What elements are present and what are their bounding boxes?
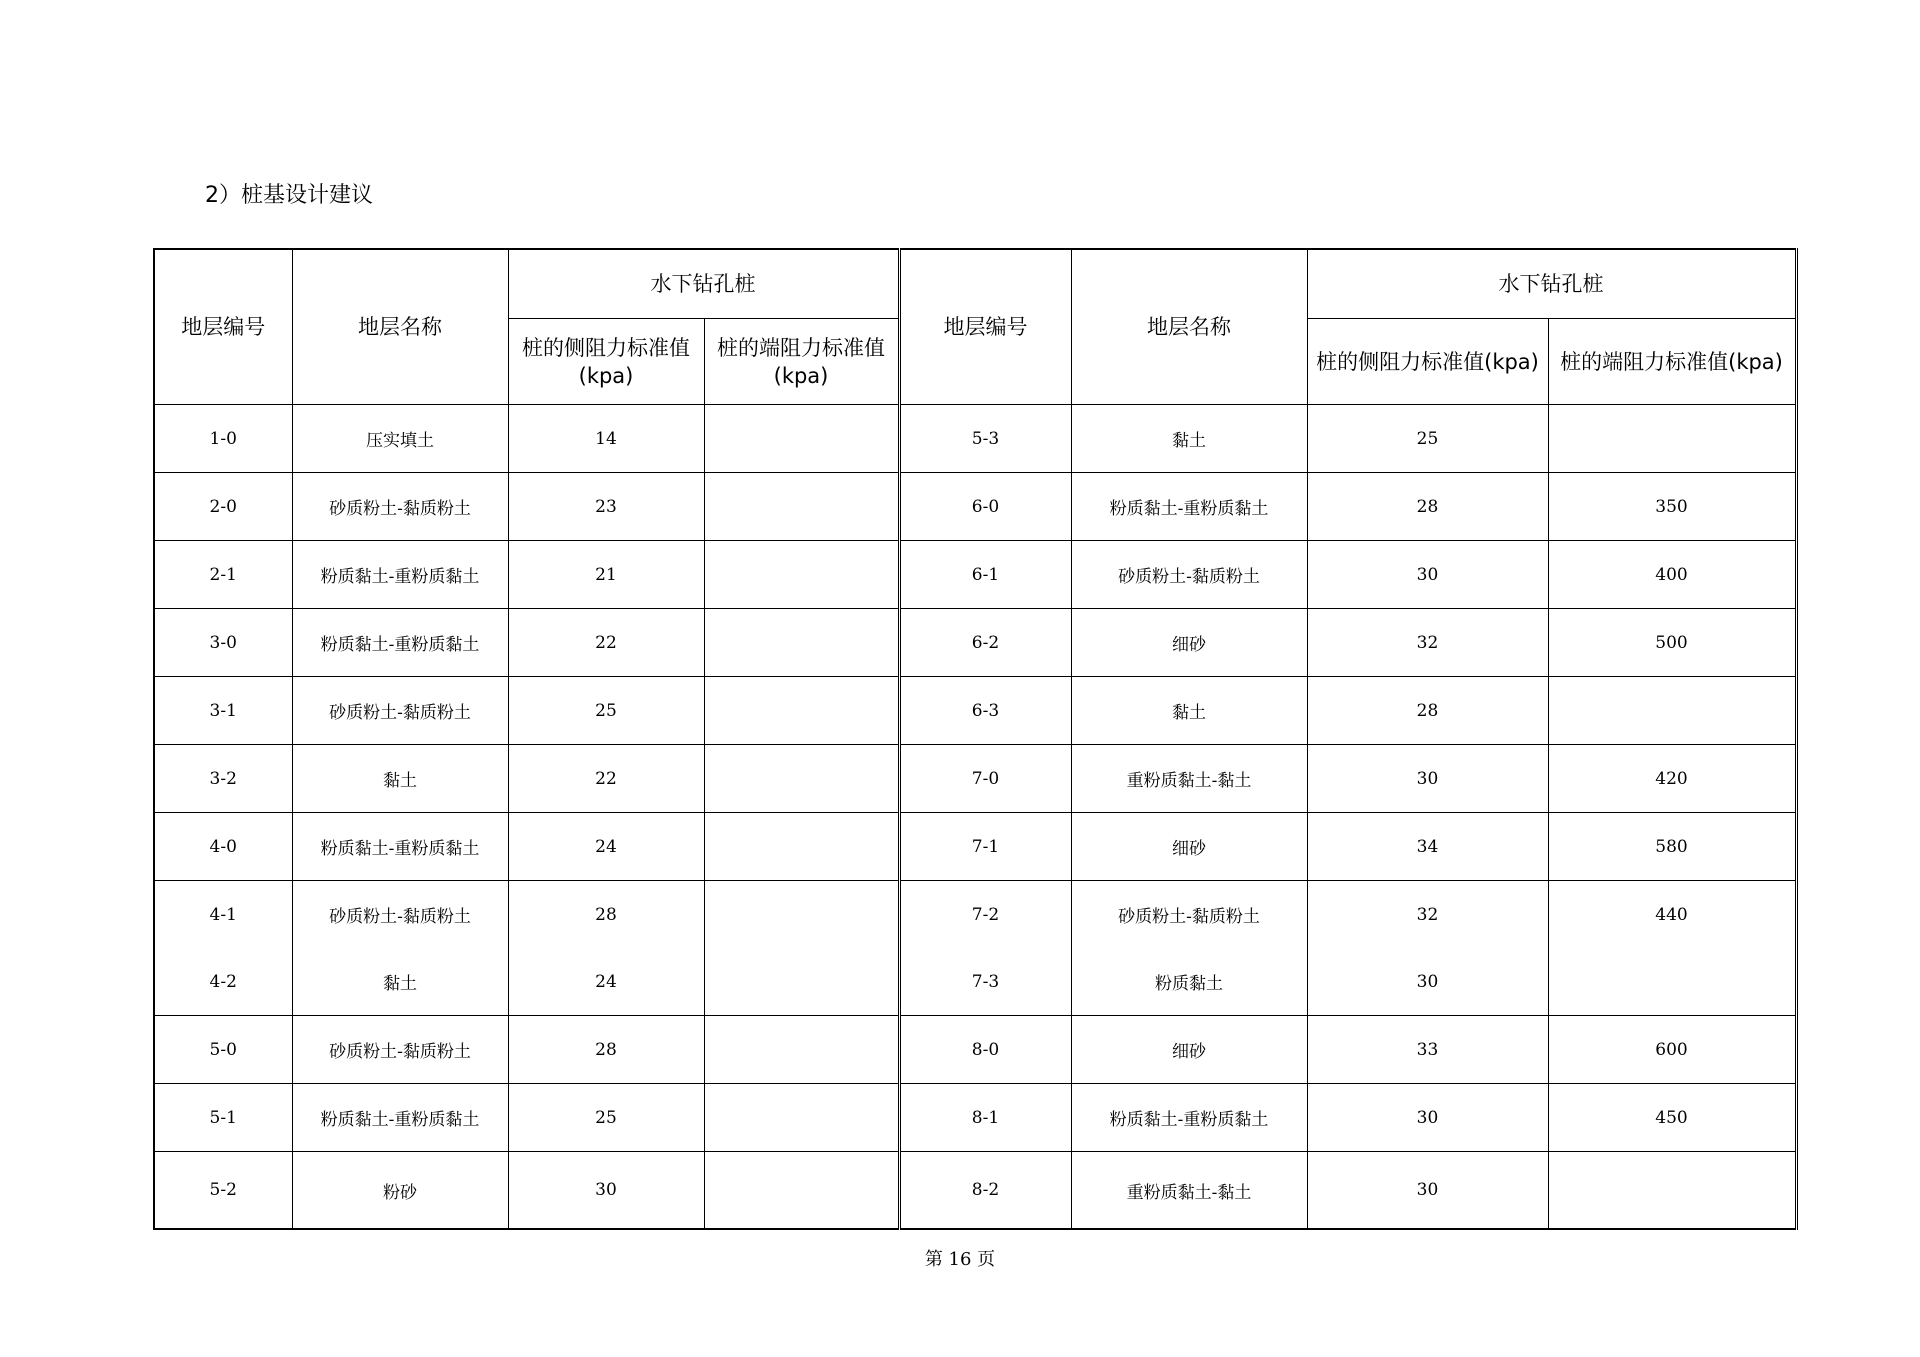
cell-layer-name-left: 粉质黏土-重粉质黏土 (292, 813, 508, 881)
table-row (154, 881, 1796, 949)
cell-end-resistance-left (704, 813, 899, 881)
page-number: 第 16 页 (924, 1249, 996, 1270)
cell-layer-name-left: 砂质粉土-黏质粉土 (292, 473, 508, 541)
cell-layer-name-left: 粉质黏土-重粉质黏土 (292, 541, 508, 609)
cell-layer-name-right: 细砂 (1071, 609, 1307, 677)
cell-layer-no-right: 8-0 (899, 1016, 1071, 1084)
header-end-resistance-right: 桩的端阻力标准值(kpa) (1548, 319, 1796, 405)
cell-side-resistance-right: 25 (1307, 405, 1548, 473)
cell-layer-name-right: 细砂 (1071, 1016, 1307, 1084)
cell-layer-name-right: 砂质粉土-黏质粉土 (1071, 881, 1307, 949)
header-pile-type-right: 水下钻孔桩 (1307, 249, 1796, 319)
cell-layer-no-left: 3-1 (154, 677, 292, 745)
cell-layer-no-right: 8-1 (899, 1084, 1071, 1152)
cell-side-resistance-right: 30 (1307, 1152, 1548, 1230)
cell-layer-name-right: 重粉质黏土-黏土 (1071, 745, 1307, 813)
cell-layer-name-right: 粉质黏土 (1071, 948, 1307, 1016)
table-row (154, 541, 1796, 609)
cell-side-resistance-right: 30 (1307, 745, 1548, 813)
header-pile-type-left: 水下钻孔桩 (508, 249, 899, 319)
cell-layer-no-left: 1-0 (154, 405, 292, 473)
cell-layer-name-right: 黏土 (1071, 405, 1307, 473)
cell-layer-name-right: 重粉质黏土-黏土 (1071, 1152, 1307, 1230)
cell-layer-no-left: 5-0 (154, 1016, 292, 1084)
cell-end-resistance-right: 450 (1548, 1084, 1796, 1152)
cell-end-resistance-left (704, 677, 899, 745)
cell-end-resistance-right: 600 (1548, 1016, 1796, 1084)
table-row (154, 609, 1796, 677)
cell-end-resistance-right: 350 (1548, 473, 1796, 541)
cell-side-resistance-right: 34 (1307, 813, 1548, 881)
cell-layer-name-left: 砂质粉土-黏质粉土 (292, 881, 508, 949)
header-layer-name-left: 地层名称 (292, 249, 508, 405)
header-side-resistance-left: 桩的侧阻力标准值(kpa) (508, 319, 704, 405)
cell-side-resistance-right: 30 (1307, 948, 1548, 1016)
cell-layer-no-right: 7-1 (899, 813, 1071, 881)
cell-layer-no-right: 6-1 (899, 541, 1071, 609)
header-row-1 (154, 249, 1796, 319)
section-title: 2）桩基设计建议 (205, 183, 373, 208)
cell-end-resistance-right (1548, 1152, 1796, 1230)
cell-side-resistance-left: 24 (508, 948, 704, 1016)
table-body (154, 405, 1796, 1230)
cell-layer-no-left: 3-2 (154, 745, 292, 813)
table-row (154, 745, 1796, 813)
cell-end-resistance-left (704, 948, 899, 1016)
table-row (154, 1152, 1796, 1230)
header-layer-name-right: 地层名称 (1071, 249, 1307, 405)
cell-side-resistance-left: 23 (508, 473, 704, 541)
cell-layer-name-left: 粉质黏土-重粉质黏土 (292, 1084, 508, 1152)
cell-end-resistance-right (1548, 405, 1796, 473)
table-row (154, 813, 1796, 881)
table-row (154, 405, 1796, 473)
cell-end-resistance-left (704, 1016, 899, 1084)
cell-side-resistance-left: 28 (508, 881, 704, 949)
cell-end-resistance-right: 440 (1548, 881, 1796, 949)
cell-layer-name-left: 砂质粉土-黏质粉土 (292, 1016, 508, 1084)
table-row (154, 473, 1796, 541)
table-row (154, 1084, 1796, 1152)
cell-layer-no-right: 7-0 (899, 745, 1071, 813)
cell-side-resistance-left: 14 (508, 405, 704, 473)
cell-layer-name-right: 砂质粉土-黏质粉土 (1071, 541, 1307, 609)
cell-layer-no-right: 6-0 (899, 473, 1071, 541)
cell-layer-no-left: 4-0 (154, 813, 292, 881)
table-row (154, 948, 1796, 1016)
cell-layer-name-left: 粉砂 (292, 1152, 508, 1230)
cell-end-resistance-left (704, 405, 899, 473)
cell-side-resistance-left: 22 (508, 745, 704, 813)
cell-end-resistance-right (1548, 948, 1796, 1016)
cell-side-resistance-left: 28 (508, 1016, 704, 1084)
cell-side-resistance-right: 28 (1307, 473, 1548, 541)
cell-side-resistance-left: 30 (508, 1152, 704, 1230)
cell-layer-name-left: 黏土 (292, 745, 508, 813)
cell-layer-name-right: 粉质黏土-重粉质黏土 (1071, 473, 1307, 541)
cell-layer-no-left: 4-2 (154, 948, 292, 1016)
header-layer-no-right: 地层编号 (899, 249, 1071, 405)
cell-layer-name-right: 黏土 (1071, 677, 1307, 745)
cell-side-resistance-right: 33 (1307, 1016, 1548, 1084)
cell-layer-no-right: 7-3 (899, 948, 1071, 1016)
pile-design-table (153, 248, 1798, 1230)
table-row (154, 1016, 1796, 1084)
cell-end-resistance-right: 400 (1548, 541, 1796, 609)
cell-layer-no-right: 6-2 (899, 609, 1071, 677)
cell-end-resistance-right: 500 (1548, 609, 1796, 677)
cell-layer-no-left: 5-2 (154, 1152, 292, 1230)
table-row (154, 677, 1796, 745)
cell-layer-name-left: 黏土 (292, 948, 508, 1016)
cell-end-resistance-left (704, 541, 899, 609)
cell-side-resistance-left: 24 (508, 813, 704, 881)
cell-layer-no-right: 7-2 (899, 881, 1071, 949)
cell-side-resistance-right: 32 (1307, 609, 1548, 677)
cell-end-resistance-left (704, 881, 899, 949)
cell-layer-no-left: 5-1 (154, 1084, 292, 1152)
cell-layer-no-left: 2-1 (154, 541, 292, 609)
cell-end-resistance-left (704, 609, 899, 677)
cell-layer-name-right: 粉质黏土-重粉质黏土 (1071, 1084, 1307, 1152)
cell-side-resistance-left: 22 (508, 609, 704, 677)
cell-side-resistance-left: 25 (508, 1084, 704, 1152)
cell-layer-no-left: 2-0 (154, 473, 292, 541)
cell-layer-no-right: 6-3 (899, 677, 1071, 745)
cell-side-resistance-left: 21 (508, 541, 704, 609)
cell-side-resistance-right: 30 (1307, 541, 1548, 609)
cell-end-resistance-left (704, 473, 899, 541)
cell-layer-name-left: 砂质粉土-黏质粉土 (292, 677, 508, 745)
cell-layer-no-left: 4-1 (154, 881, 292, 949)
cell-end-resistance-left (704, 745, 899, 813)
cell-side-resistance-right: 28 (1307, 677, 1548, 745)
cell-end-resistance-right: 420 (1548, 745, 1796, 813)
cell-layer-no-right: 5-3 (899, 405, 1071, 473)
cell-layer-name-right: 细砂 (1071, 813, 1307, 881)
cell-end-resistance-left (704, 1084, 899, 1152)
cell-side-resistance-left: 25 (508, 677, 704, 745)
cell-end-resistance-right: 580 (1548, 813, 1796, 881)
cell-side-resistance-right: 32 (1307, 881, 1548, 949)
cell-end-resistance-right (1548, 677, 1796, 745)
cell-layer-name-left: 粉质黏土-重粉质黏土 (292, 609, 508, 677)
cell-side-resistance-right: 30 (1307, 1084, 1548, 1152)
cell-layer-no-left: 3-0 (154, 609, 292, 677)
header-layer-no-left: 地层编号 (154, 249, 292, 405)
header-side-resistance-right: 桩的侧阻力标准值(kpa) (1307, 319, 1548, 405)
cell-layer-no-right: 8-2 (899, 1152, 1071, 1230)
cell-end-resistance-left (704, 1152, 899, 1230)
cell-layer-name-left: 压实填土 (292, 405, 508, 473)
header-end-resistance-left: 桩的端阻力标准值(kpa) (704, 319, 899, 405)
